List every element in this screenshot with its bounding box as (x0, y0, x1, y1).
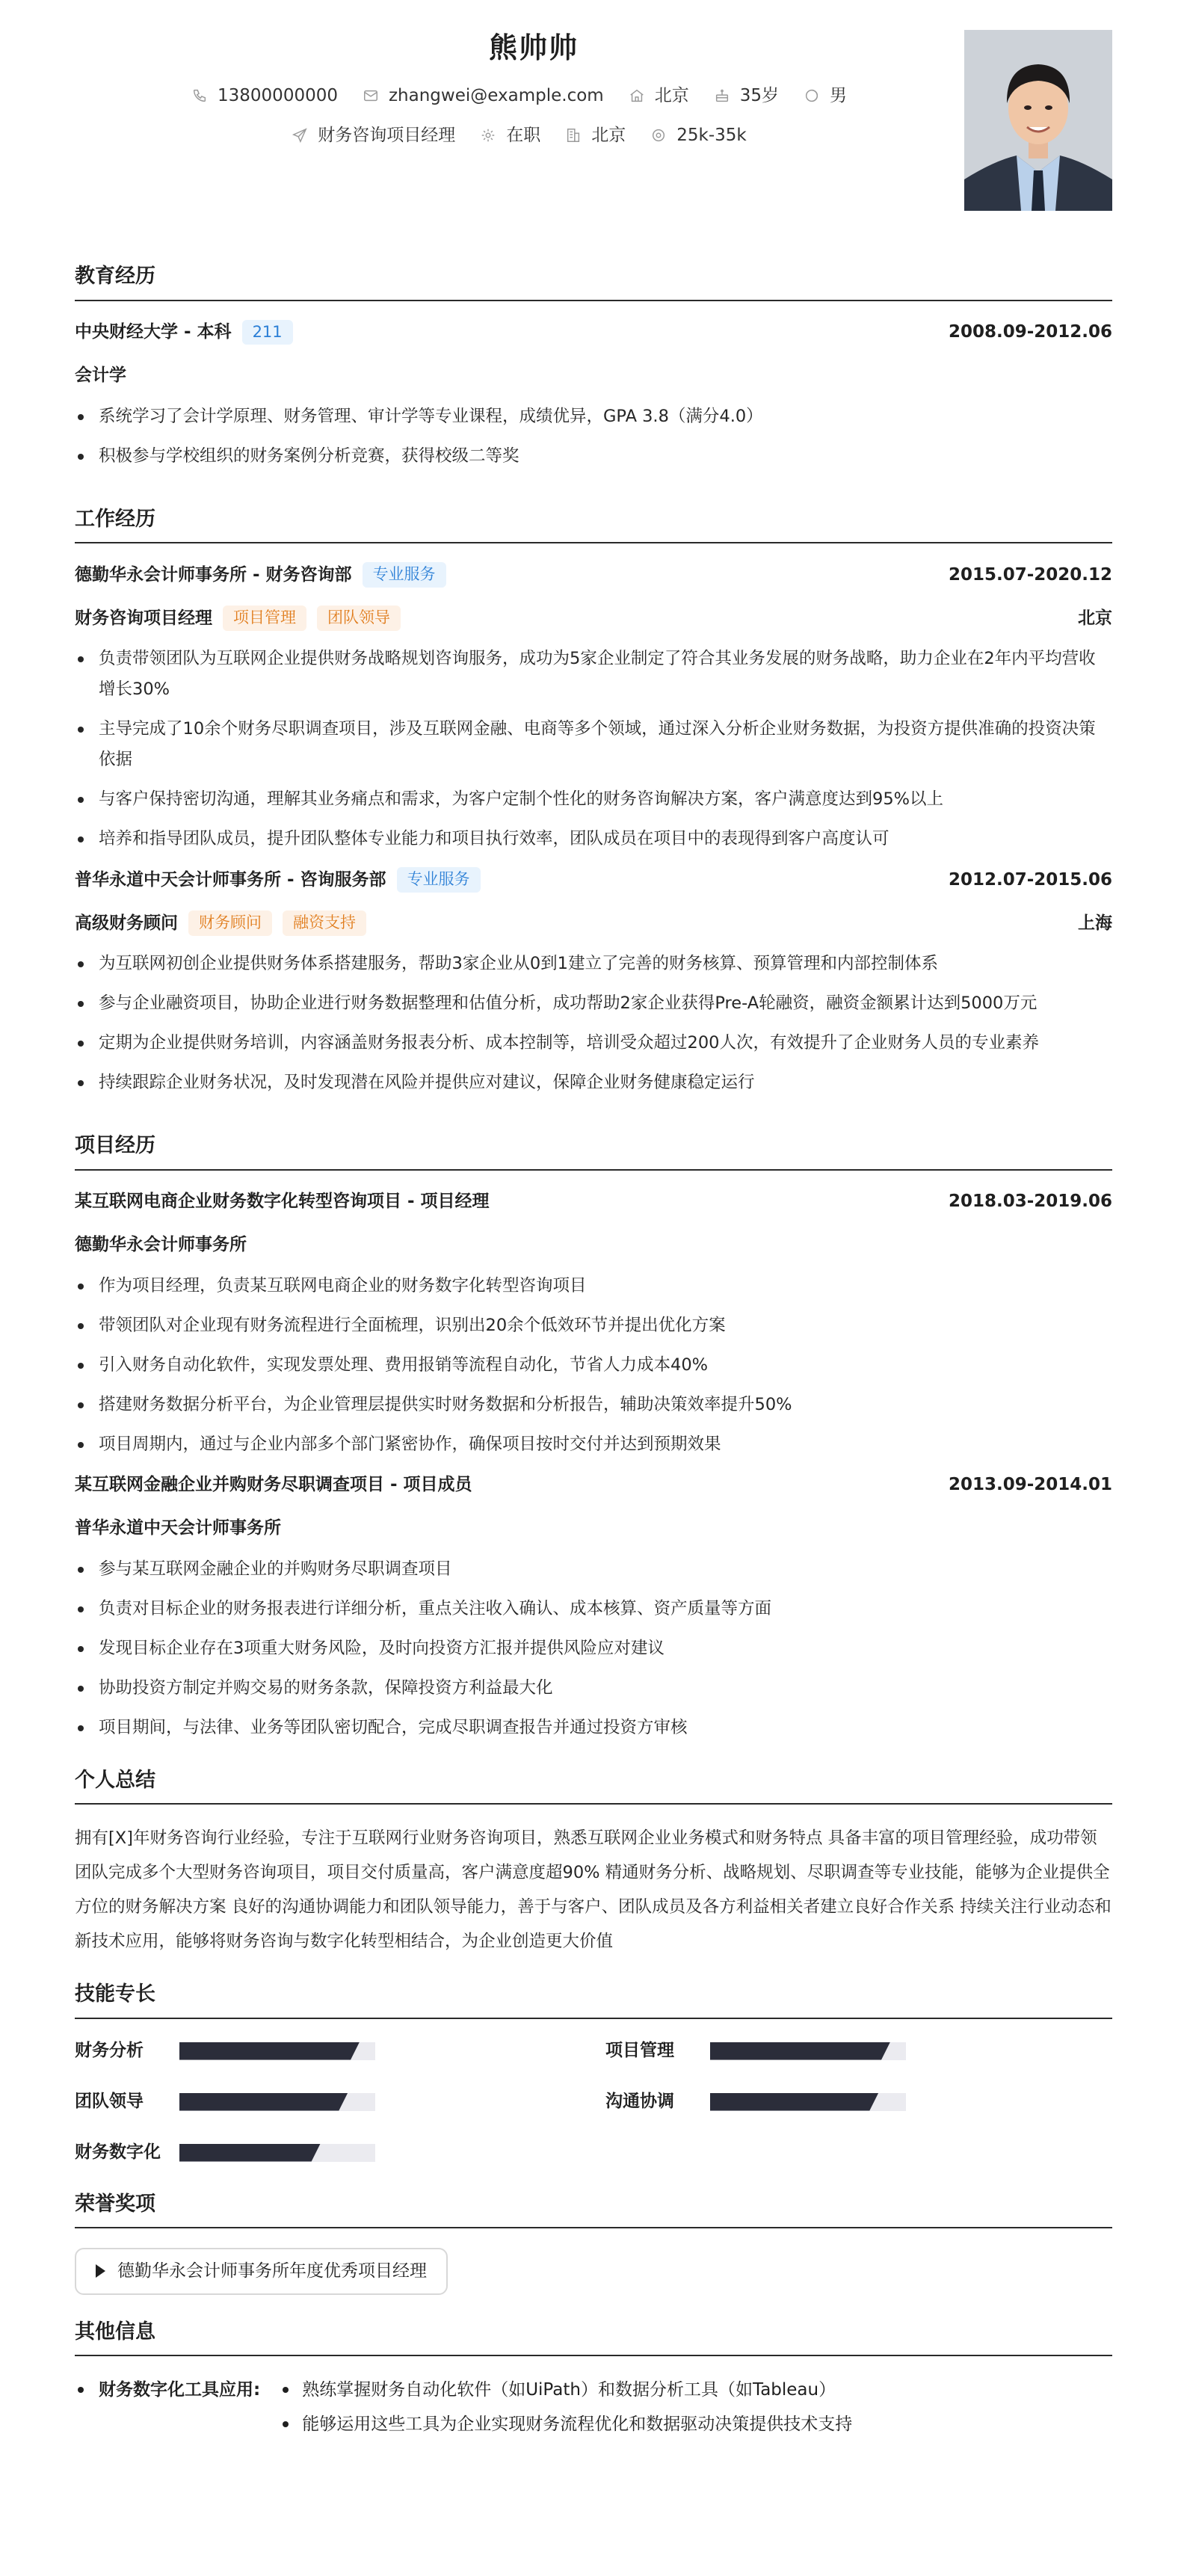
target-city-text: 北京 (591, 125, 626, 145)
gender-item (803, 83, 847, 109)
list-item: 搭建财务数据分析平台，为企业管理层提供实时财务数据和分析报告，辅助决策效率提升50% (75, 1390, 1112, 1420)
list-item: 作为项目经理，负责某互联网电商企业的财务数字化转型咨询项目 (75, 1271, 1112, 1301)
award-text: 德勤华永会计师事务所年度优秀项目经理 (117, 2261, 427, 2281)
gender-icon (803, 87, 821, 105)
list-item: 引入财务自动化软件，实现发票处理、费用报销等流程自动化，节省人力成本40% (75, 1350, 1112, 1381)
project-org-row (75, 1514, 1112, 1544)
skill-item (75, 2137, 605, 2169)
email-item (362, 83, 604, 109)
other-title: 其他信息 (75, 2317, 1112, 2357)
phone-icon (191, 87, 209, 105)
work-location: 北京 (1078, 608, 1112, 628)
work-section (75, 505, 1112, 1099)
age-item (713, 83, 779, 109)
work-head (75, 865, 1112, 895)
project-bullets (75, 1271, 1112, 1460)
work-date: 2015.07-2020.12 (948, 564, 1112, 585)
list-item: 参与企业融资项目，协助企业进行财务数据整理和估值分析，成功帮助2家企业获得Pre-A轮融资，融资金额累计达到5000万元 (75, 988, 1112, 1019)
candidate-name: 熊帅帅 (488, 31, 579, 64)
work-item (75, 560, 1112, 854)
education-date: 2008.09-2012.06 (948, 322, 1112, 342)
other-section (75, 2317, 1112, 2442)
list-item: 负责对目标企业的财务报表进行详细分析，重点关注收入确认、成本核算、资产质量等方面 (75, 1594, 1112, 1624)
list-item: 带领团队对企业现有财务流程进行全面梳理，识别出20余个低效环节并提出优化方案 (75, 1310, 1112, 1341)
role-tag: 财务顾问 (188, 910, 272, 936)
education-section (75, 262, 1112, 472)
skill-item (605, 2036, 1054, 2067)
city-text: 北京 (654, 86, 689, 105)
major-name: 会计学 (75, 366, 126, 386)
project-item (75, 1470, 1112, 1743)
list-item: 定期为企业提供财务培训，内容涵盖财务报表分析、成本控制等，培训受众超过200人次，有效提升了企业财务人员的专业素养 (75, 1028, 1112, 1059)
list-item: 项目周期内，通过与企业内部多个部门紧密协作，确保项目按时交付并达到预期效果 (75, 1429, 1112, 1460)
other-label: 财务数字化工具应用: (75, 2373, 260, 2441)
company-name: 德勤华永会计师事务所 - 财务咨询部 (75, 564, 352, 585)
skills-section (75, 1979, 1112, 2169)
company-tag: 专业服务 (363, 562, 446, 588)
other-row (75, 2373, 1112, 2441)
role-tag: 团队领导 (317, 606, 401, 631)
company-name: 普华永道中天会计师事务所 - 咨询服务部 (75, 869, 386, 890)
triangle-icon (96, 2264, 105, 2278)
list-item: 熟练掌握财务自动化软件（如UiPath）和数据分析工具（如Tableau） (280, 2373, 852, 2407)
skill-item (75, 2036, 605, 2067)
work-bullets (75, 949, 1112, 1098)
target-job-text: 财务咨询项目经理 (318, 125, 456, 145)
list-item: 能够运用这些工具为企业实现财务流程优化和数据驱动决策提供技术支持 (280, 2407, 852, 2441)
project-org: 德勤华永会计师事务所 (75, 1235, 247, 1255)
work-title: 工作经历 (75, 505, 1112, 544)
role-row (75, 908, 1112, 938)
list-item: 协助投资方制定并购交易的财务条款，保障投资方利益最大化 (75, 1673, 1112, 1704)
target-job-item (291, 123, 455, 149)
project-item (75, 1187, 1112, 1460)
project-org: 普华永道中天会计师事务所 (75, 1518, 281, 1538)
salary-text: 25k-35k (676, 125, 747, 145)
skill-item (75, 2086, 605, 2118)
list-item: 持续跟踪企业财务状况，及时发现潜在风险并提供应对建议，保障企业财务健康稳定运行 (75, 1067, 1112, 1098)
skill-name: 团队领导 (75, 2092, 144, 2112)
role-tag: 融资支持 (283, 910, 366, 936)
skill-bar (179, 2042, 375, 2060)
role-name: 财务咨询项目经理 (75, 608, 212, 628)
skill-bar (710, 2093, 906, 2111)
list-item: 与客户保持密切沟通，理解其业务痛点和需求，为客户定制个性化的财务咨询解决方案，客户满意度达到95%以上 (75, 784, 1112, 815)
awards-section (75, 2190, 1112, 2295)
list-item: 负责带领团队为互联网企业提供财务战略规划咨询服务，成功为5家企业制定了符合其业务发展的财务战略，助力企业在2年内平均营收增长30% (75, 644, 1112, 705)
projects-section (75, 1131, 1112, 1743)
cake-icon (713, 87, 731, 105)
education-bullets (75, 401, 1112, 472)
email-text: zhangwei@example.com (388, 86, 604, 105)
project-org-row (75, 1230, 1112, 1260)
other-list (280, 2373, 852, 2441)
skills-title: 技能专长 (75, 1979, 1112, 2019)
list-item: 积极参与学校组织的财务案例分析竞赛，获得校级二等奖 (75, 441, 1112, 472)
skill-bar (179, 2144, 375, 2162)
contact-row (75, 83, 963, 109)
skill-name: 财务分析 (75, 2041, 144, 2061)
work-item (75, 865, 1112, 1098)
education-title: 教育经历 (75, 262, 1112, 301)
building-icon (564, 126, 582, 144)
home-icon (628, 87, 646, 105)
award-item (75, 2248, 448, 2295)
skill-name: 沟通协调 (605, 2092, 674, 2112)
skill-item (605, 2086, 1054, 2118)
summary-text: 拥有[X]年财务咨询行业经验，专注于互联网行业财务咨询项目，熟悉互联网企业业务模式和财务特点 具备丰富的项目管理经验，成功带领团队完成多个大型财务咨询项目，项目交付质量高，客户满意度超90% 精通财务分析、战略规划、尽职调查等专业技能，能够为企业提供全方位的财务解决方案 良好的沟通协调能力和团队领导能力，善于与客户、团队成员及各方利益相关者建立良好合作关系 持续关注行业动态和新技术应用，能够将财务咨询与数字化转型相结合，为企业创造更大价值 (75, 1828, 1112, 1951)
resume-header (75, 27, 1112, 244)
summary-section (75, 1766, 1112, 1959)
company-tag: 专业服务 (397, 867, 481, 893)
status-icon (479, 126, 497, 144)
skill-name: 项目管理 (605, 2041, 674, 2061)
school-tag: 211 (242, 320, 293, 345)
status-text: 在职 (506, 125, 541, 145)
status-item (479, 123, 540, 149)
salary-item (650, 123, 746, 149)
project-bullets (75, 1554, 1112, 1743)
mail-icon (362, 87, 380, 105)
skill-fill (179, 2042, 360, 2060)
project-head (75, 1187, 1112, 1217)
send-icon (291, 126, 309, 144)
work-date: 2012.07-2015.06 (948, 869, 1112, 890)
list-item: 为互联网初创企业提供财务体系搭建服务，帮助3家企业从0到1建立了完善的财务核算、预算管理和内部控制体系 (75, 949, 1112, 979)
summary-title: 个人总结 (75, 1766, 1112, 1805)
skill-fill (179, 2093, 348, 2111)
list-item: 系统学习了会计学原理、财务管理、审计学等专业课程，成绩优异，GPA 3.8（满分4.0） (75, 401, 1112, 432)
list-item: 主导完成了10余个财务尽职调查项目，涉及互联网金融、电商等多个领域，通过深入分析企业财务数据，为投资方提供准确的投资决策依据 (75, 714, 1112, 775)
skill-bar (179, 2093, 375, 2111)
skill-bar (710, 2042, 906, 2060)
skills-grid (75, 2036, 1112, 2169)
project-name: 某互联网金融企业并购财务尽职调查项目 - 项目成员 (75, 1475, 472, 1495)
work-bullets (75, 644, 1112, 854)
skill-name: 财务数字化 (75, 2142, 161, 2163)
projects-title: 项目经历 (75, 1131, 1112, 1171)
project-name: 某互联网电商企业财务数字化转型咨询项目 - 项目经理 (75, 1192, 490, 1212)
coin-icon (650, 126, 668, 144)
profile-portrait-image (964, 30, 1112, 211)
role-name: 高级财务顾问 (75, 913, 178, 933)
age-text: 35岁 (739, 86, 779, 105)
gender-text: 男 (829, 86, 847, 105)
awards-title: 荣誉奖项 (75, 2190, 1112, 2229)
list-item: 培养和指导团队成员，提升团队整体专业能力和项目执行效率，团队成员在项目中的表现得到客户高度认可 (75, 824, 1112, 854)
target-city-item (564, 123, 626, 149)
role-row (75, 603, 1112, 633)
major-row (75, 361, 1112, 391)
job-intent-row (75, 123, 963, 149)
project-date: 2018.03-2019.06 (948, 1192, 1112, 1212)
school-name: 中央财经大学 - 本科 (75, 322, 232, 342)
phone-text: 13800000000 (218, 86, 338, 105)
profile-photo (964, 30, 1112, 211)
list-item: 参与某互联网金融企业的并购财务尽职调查项目 (75, 1554, 1112, 1585)
list-item: 发现目标企业存在3项重大财务风险，及时向投资方汇报并提供风险应对建议 (75, 1633, 1112, 1664)
skill-fill (710, 2093, 878, 2111)
skill-fill (710, 2042, 890, 2060)
project-date: 2013.09-2014.01 (948, 1475, 1112, 1495)
work-location: 上海 (1078, 913, 1112, 933)
role-tag: 项目管理 (223, 606, 306, 631)
education-head (75, 318, 1112, 348)
work-head (75, 560, 1112, 590)
skill-fill (179, 2144, 321, 2162)
project-head (75, 1470, 1112, 1500)
list-item: 项目期间，与法律、业务等团队密切配合，完成尽职调查报告并通过投资方审核 (75, 1713, 1112, 1743)
city-item (628, 83, 689, 109)
phone-item (191, 83, 338, 109)
